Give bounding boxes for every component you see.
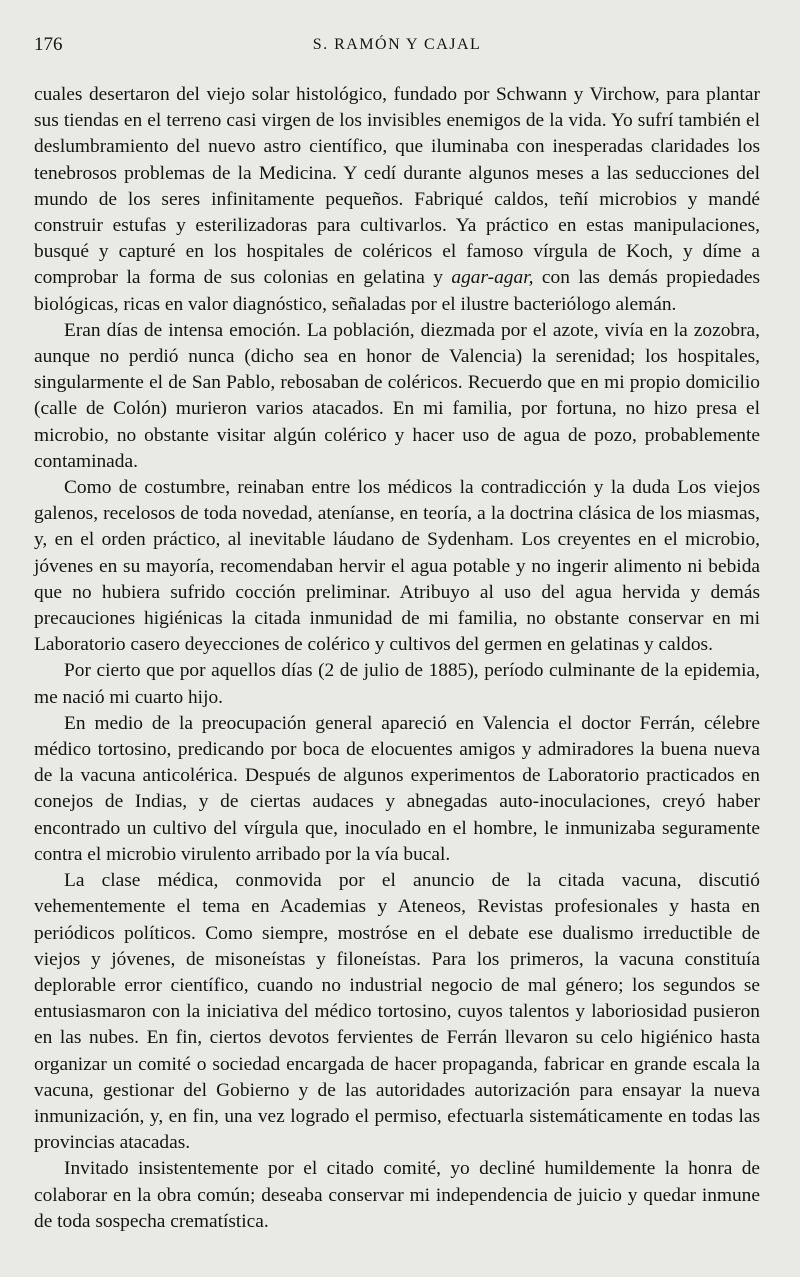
paragraph: En medio de la preocupación general apareció en Valencia el doctor Ferrán, célebre médico tortosino, predicando por boca de elocuentes amigos y admiradores la buena nueva de la vacuna anticolérica. Después de algunos experimentos de Laboratorio practicados en conejos de Indias, y de ciertas audaces y abnegadas auto-inoculaciones, creyó haber encontrado un cultivo del vírgula que, inoculado en el hombre, le inmunizaba seguramente contra el microbio virulento arribado por la vía bucal. bbox=[34, 712, 760, 865]
italic-term: agar-agar, bbox=[451, 267, 534, 289]
paragraph-text: con las demás propiedades biológicas, ricas en valor diagnóstico, señaladas por el ilustre bacteriólogo alemán. bbox=[34, 267, 760, 315]
body-text bbox=[34, 82, 760, 1235]
paragraph: Eran días de intensa emoción. La población, diezmada por el azote, vivía en la zozobra, aunque no perdió nunca (dicho sea en honor de Valencia) la serenidad; los hospitales, singularmente el de San Pablo, rebosaban de coléricos. Recuerdo que en mi propio domicilio (calle de Colón) murieron varios atacados. En mi familia, por fortuna, no hizo presa el microbio, no obstante visitar algún colérico y hacer uso de agua de pozo, probablemente contaminada. bbox=[34, 319, 760, 472]
paragraph: La clase médica, conmovida por el anuncio de la citada vacuna, discutió vehementemente el tema en Academias y Ateneos, Revistas profesionales y hasta en periódicos políticos. Como siempre, mostróse en el debate ese dualismo irreductible de viejos y jóvenes, de misoneístas y filoneístas. Para los primeros, la vacuna constituía deplorable error científico, cuando no industrial negocio de mal género; los segundos se entusiasmaron con la iniciativa del médico tortosino, cuyos talentos y laboriosidad pusieron en las nubes. En fin, ciertos devotos fervientes de Ferrán llevaron su celo higiénico hasta organizar un comité o sociedad encargada de hacer propaganda, fabricar en grande escala la vacuna, gestionar del Gobierno y de las autoridades autorización para ensayar la nueva inmunización, y, en fin, una vez logrado el permiso, efectuarla sistemáticamente en todas las provincias atacadas. bbox=[34, 870, 760, 1154]
paragraph-continuation bbox=[34, 82, 760, 318]
page-header bbox=[34, 34, 760, 58]
paragraph: Invitado insistentemente por el citado comité, yo decliné humildemente la honra de colaborar en la obra común; deseaba conservar mi independencia de juicio y quedar inmune de toda sospecha crematística. bbox=[34, 1158, 760, 1232]
running-head: S. RAMÓN Y CAJAL bbox=[312, 36, 482, 53]
paragraph: Como de costumbre, reinaban entre los médicos la contradicción y la duda Los viejos galenos, recelosos de toda novedad, ateníanse, en teoría, a la doctrina clásica de los miasmas, y, en el orden práctico, al inevitable láudano de Sydenham. Los creyentes en el microbio, jóvenes en su mayoría, recomendaban hervir el agua potable y no ingerir alimento ni bebida que no hubiera sufrido cocción preliminar. Atribuyo al uso del agua hervida y demás precauciones higiénicas la citada inmunidad de mi familia, no obstante conservar en mi Laboratorio casero deyecciones de colérico y cultivos del germen en gelatinas y caldos. bbox=[34, 477, 760, 656]
paragraph: Por cierto que por aquellos días (2 de julio de 1885), período culminante de la epidemia, me nació mi cuarto hijo. bbox=[34, 660, 760, 708]
page-number: 176 bbox=[34, 34, 63, 55]
paragraph-text: cuales desertaron del viejo solar histológico, fundado por Schwann y Virchow, para plantar sus tiendas en el terreno casi virgen de los invisibles enemigos de la vida. Yo sufrí también el deslumbramiento del nuevo astro científico, que iluminaba con inesperadas claridades los tenebrosos problemas de la Medicina. Y cedí durante algunos meses a las seducciones del mundo de los seres infinitamente pequeños. Fabriqué caldos, teñí microbios y mandé construir estufas y esterilizadoras para cultivarlos. Ya práctico en estas manipulaciones, busqué y capturé en los hospitales de coléricos el famoso vírgula de Koch, y díme a comprobar la forma de sus colonias en gelatina y bbox=[34, 84, 760, 289]
